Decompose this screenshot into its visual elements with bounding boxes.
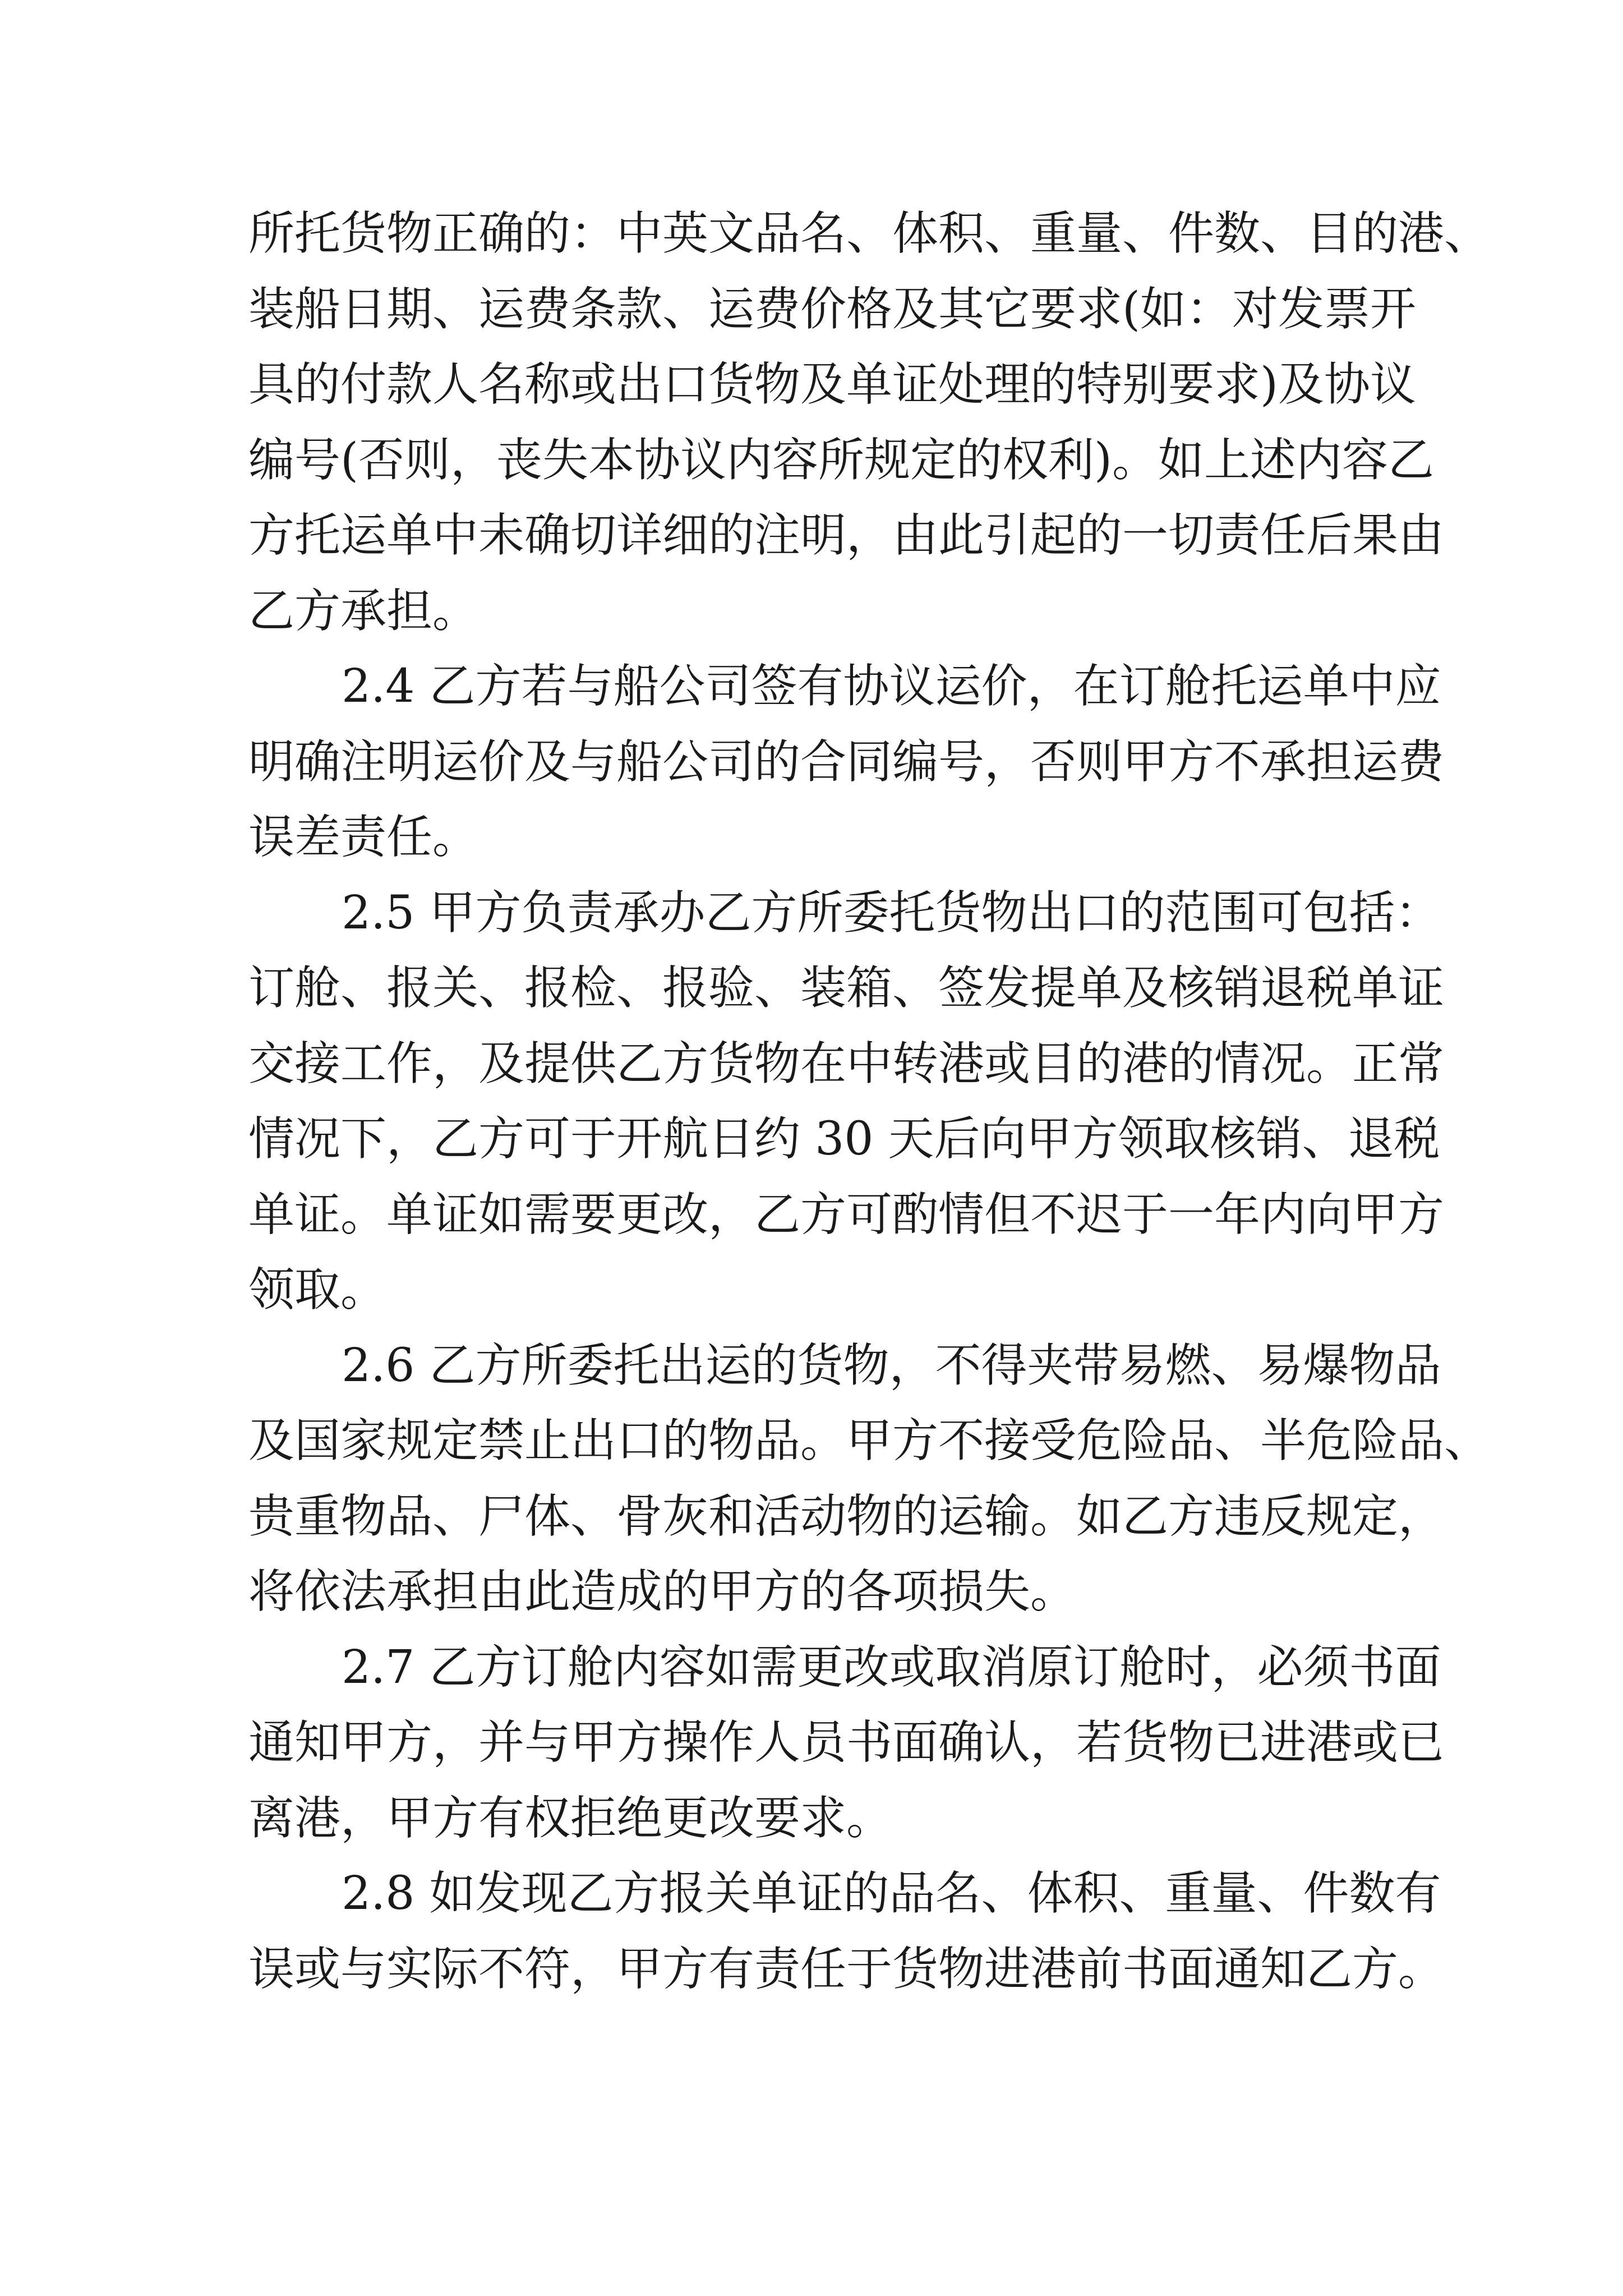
paragraph-2-5 [248,876,1445,1328]
paragraph-2-4 [248,649,1445,876]
text-line: 单证。单证如需要更改，乙方可酌情但不迟于一年内向甲方 [248,1188,1445,1241]
paragraph-2-8 [248,1856,1445,2007]
text-line-first: 2.4 乙方若与船公司签有协议运价，在订舱托运单中应 [342,660,1441,713]
text-line: 编号(否则，丧失本协议内容所规定的权利)。如上述内容乙 [248,433,1434,487]
text-line-first: 2.8 如发现乙方报关单证的品名、体积、重量、件数有 [342,1867,1441,1920]
text-line: 离港，甲方有权拒绝更改要求。 [248,1791,893,1845]
text-line: 及国家规定禁止出口的物品。甲方不接受危险品、半危险品、 [248,1414,1491,1467]
text-line: 误差责任。 [248,811,479,864]
text-line: 贵重物品、尸体、骨灰和活动物的运输。如乙方违反规定， [248,1489,1445,1543]
text-line-first: 2.6 乙方所委托出运的货物，不得夹带易燃、易爆物品 [342,1338,1441,1392]
text-line: 误或与实际不符，甲方有责任于货物进港前书面通知乙方。 [248,1942,1445,1996]
text-line: 订舱、报关、报检、报验、装箱、签发提单及核销退税单证 [248,961,1445,1015]
text-line: 乙方承担。 [248,584,479,638]
text-line: 将依法承担由此造成的甲方的各项损失。 [248,1565,1077,1618]
text-line: 领取。 [248,1263,387,1317]
paragraph-2-6 [248,1328,1491,1630]
text-line-first: 2.7 乙方订舱内容如需更改或取消原订舱时，必须书面 [342,1640,1441,1694]
paragraph-2-3-continued [248,196,1491,649]
text-line: 交接工作，及提供乙方货物在中转港或目的港的情况。正常 [248,1037,1445,1091]
text-line: 装船日期、运费条款、运费价格及其它要求(如：对发票开 [248,282,1416,336]
text-line: 通知甲方，并与甲方操作人员书面确认，若货物已进港或已 [248,1716,1445,1769]
text-line: 所托货物正确的：中英文品名、体积、重量、件数、目的港、 [248,207,1491,260]
text-line: 情况下，乙方可于开航日约 30 天后向甲方领取核销、退税 [248,1112,1440,1166]
text-line: 具的付款人名称或出口货物及单证处理的特别要求)及协议 [248,358,1416,411]
text-line: 明确注明运价及与船公司的合同编号，否则甲方不承担运费 [248,735,1445,789]
text-line-first: 2.5 甲方负责承办乙方所委托货物出口的范围可包括： [342,886,1441,940]
text-line: 方托运单中未确切详细的注明，由此引起的一切责任后果由 [248,509,1445,562]
paragraph-2-7 [248,1630,1445,1857]
document-page [248,196,1491,2007]
